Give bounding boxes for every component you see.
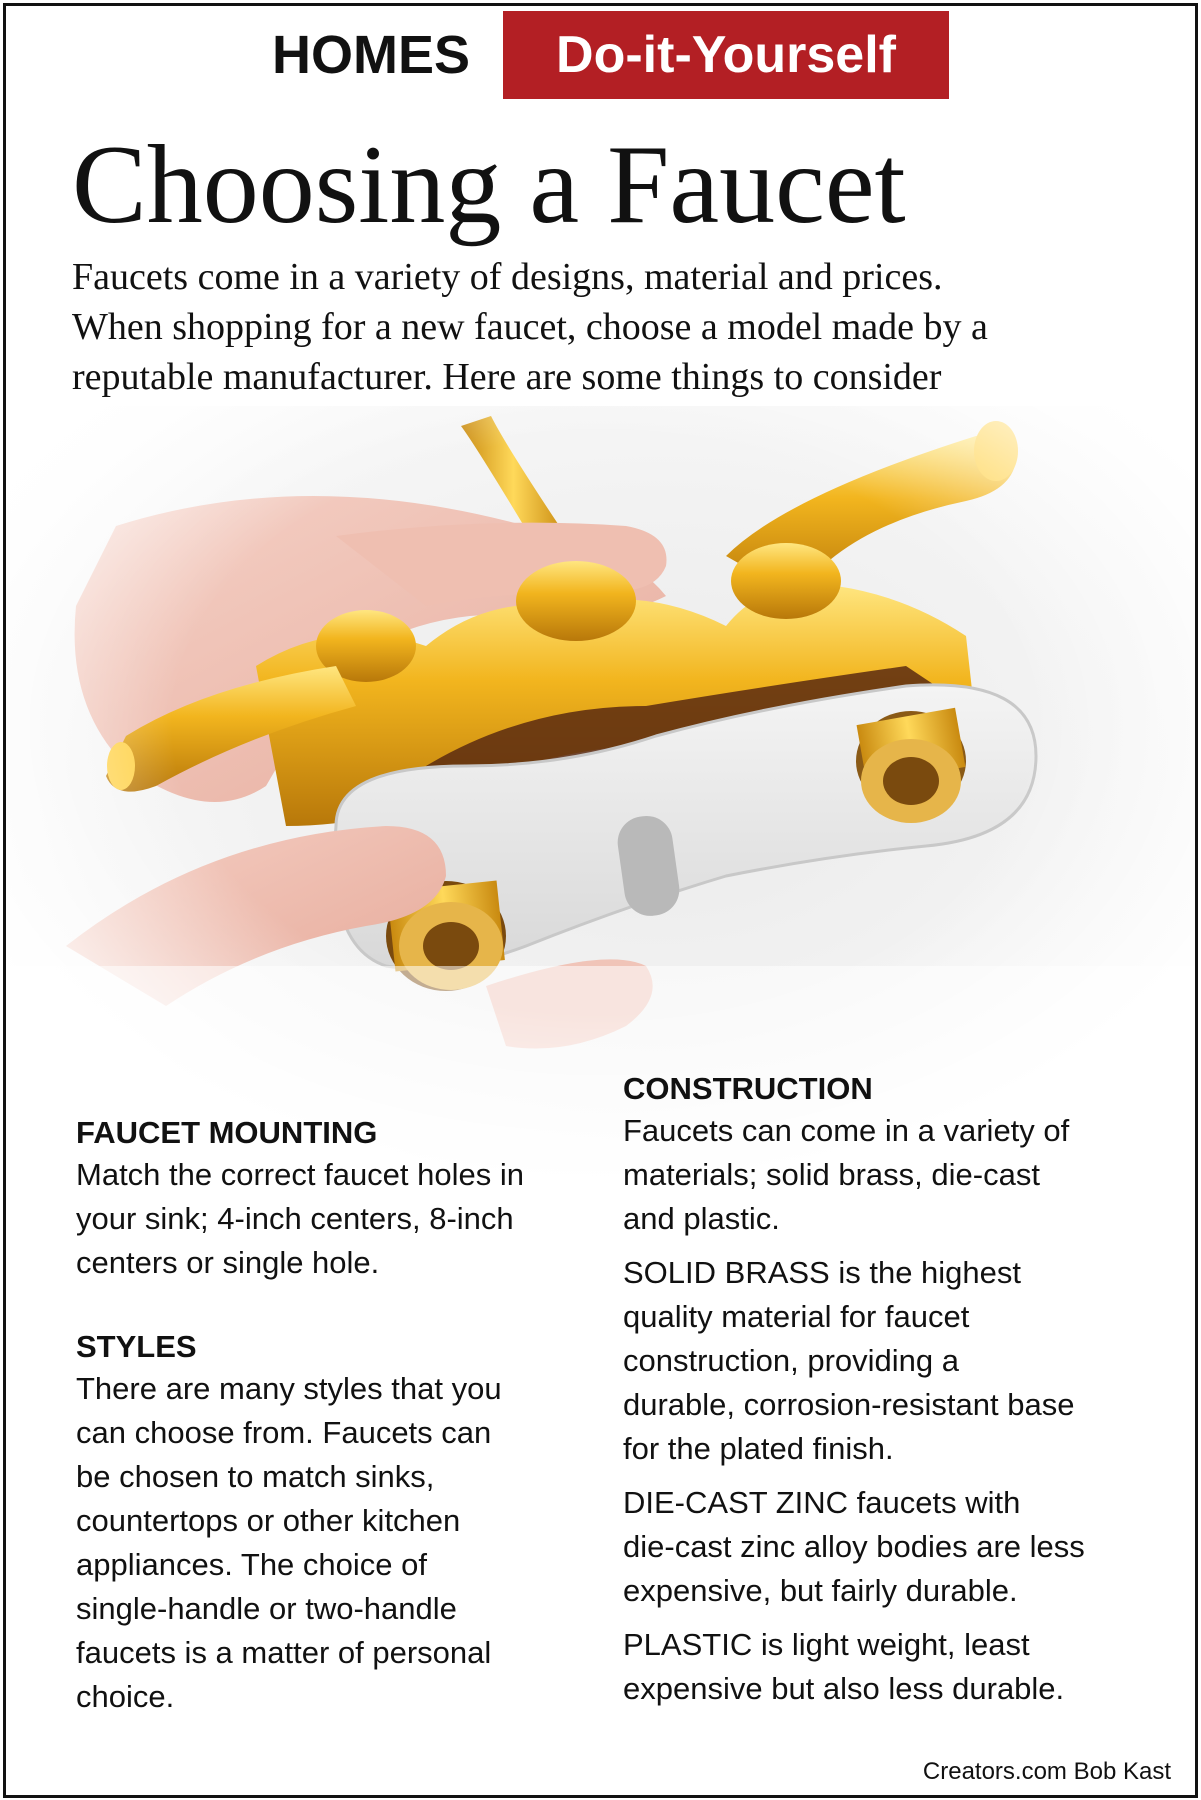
styles-heading: STYLES (76, 1329, 197, 1364)
styles-line: choice. (76, 1679, 175, 1714)
paragraph-line: SOLID BRASS is the highest (623, 1255, 1022, 1290)
intro-line: When shopping for a new faucet, choose a model made by a (72, 306, 988, 348)
paragraph-line: for the plated finish. (623, 1431, 894, 1466)
mounting-line: Match the correct faucet holes in (76, 1157, 525, 1192)
paragraph-line: DIE-CAST ZINC faucets with (623, 1485, 1021, 1520)
faucet-mounting-heading: FAUCET MOUNTING (76, 1115, 378, 1150)
intro-line: Faucets come in a variety of designs, material and prices. (72, 256, 943, 298)
section-tag (503, 11, 949, 99)
right-column (623, 1069, 1183, 1721)
styles-line: countertops or other kitchen (76, 1503, 461, 1538)
paragraph-line: and plastic. (623, 1201, 780, 1236)
section-tag-label: Do-it-Yourself (556, 26, 896, 84)
styles-line: single-handle or two-handle (76, 1591, 457, 1626)
die-cast-zinc-paragraph (623, 1481, 1183, 1613)
styles-line: can choose from. Faucets can (76, 1415, 492, 1450)
construction-heading: CONSTRUCTION (623, 1071, 873, 1106)
plastic-paragraph (623, 1623, 1183, 1711)
intro-line: reputable manufacturer. Here are some things to consider (72, 356, 942, 398)
construction-paragraph (623, 1109, 1183, 1241)
paragraph-line: PLASTIC is light weight, least (623, 1627, 1030, 1662)
left-column (76, 1113, 596, 1719)
section-label: HOMES (272, 25, 471, 85)
article-title: Choosing a Faucet (72, 123, 906, 247)
paragraph-line: quality material for faucet (623, 1299, 970, 1334)
paragraph-line: Faucets can come in a variety of (623, 1113, 1070, 1148)
paragraph-line: construction, providing a (623, 1343, 960, 1378)
paragraph-line: materials; solid brass, die-cast (623, 1157, 1040, 1192)
styles-line: faucets is a matter of personal (76, 1635, 492, 1670)
styles-line: There are many styles that you (76, 1371, 502, 1406)
paragraph-line: expensive, but fairly durable. (623, 1573, 1018, 1608)
solid-brass-paragraph (623, 1251, 1183, 1471)
paragraph-line: durable, corrosion-resistant base (623, 1387, 1075, 1422)
paragraph-line: expensive but also less durable. (623, 1671, 1065, 1706)
paragraph-line: die-cast zinc alloy bodies are less (623, 1529, 1085, 1564)
mounting-line: your sink; 4-inch centers, 8-inch (76, 1201, 514, 1236)
styles-line: be chosen to match sinks, (76, 1459, 435, 1494)
styles-line: appliances. The choice of (76, 1547, 427, 1582)
article-frame (3, 3, 1198, 1798)
photo-credit: Creators.com Bob Kast (922, 1758, 1171, 1785)
mounting-line: centers or single hole. (76, 1245, 380, 1280)
